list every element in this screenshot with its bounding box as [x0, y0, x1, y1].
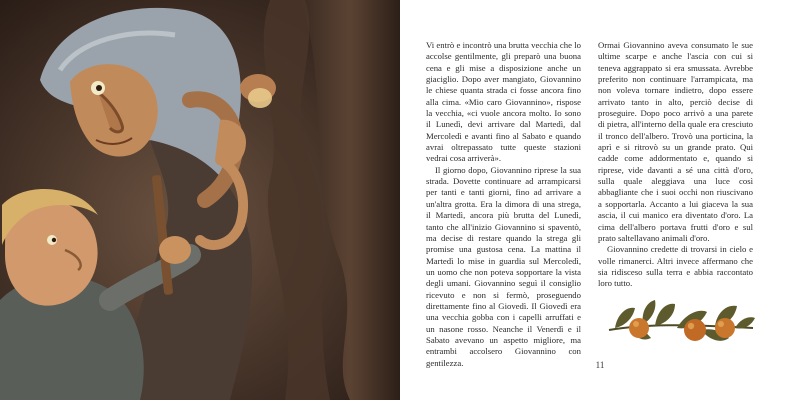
boy-hand: [159, 236, 191, 264]
text-column-left: [426, 40, 581, 369]
paragraph: Giovannino credette di trovarsi in cielo e volle rimanerci. Altri invece affermano che sia ridisceso sulla terra e abbia raccontato loro tutto.: [598, 244, 753, 289]
fruit-branch-icon: [605, 284, 757, 348]
text-column-right: [598, 40, 753, 290]
lamp-glow: [248, 88, 272, 108]
paragraph: Il giorno dopo, Giovannino riprese la sua strada. Dovette continuare ad arrampicarsi per tanti e tanti giorni, fino ad arrivare a un'altra grotta. Era la dimora di una strega, il Martedì, ancora più brutta del Lunedì, tanto che all'inizio Giovannino si spaventò, ma decise di restare quando la strega gli promise una gustosa cena. La mattina il Martedì lo mise in guardia sul Mercoledì, un uomo che non poteva sopportare la vista degli umani. Giovannino seguì il consiglio ricevuto e non si fermò, proseguendo direttamente fino al Giovedì. Il Giovedì era una vecchia gobba con i capelli arruffati e un nasone rosso. Neanche il Venerdì e il Sabato avevano un aspetto migliore, ma entrambi accolsero Giovannino con gentilezza.: [426, 164, 581, 368]
paragraph: Ormai Giovannino aveva consumato le sue ultime scarpe e anche l'ascia con cui si teneva aggrappato si era smussata. Avrebbe preferito non continuare l'arrampicata, ma non voleva tornare indietro, dopo essere arrivato tanto in alto, perciò decise di proseguire. Dopo poco arrivò a una parete di pietra, all'interno della quale era cresciuto il tronco dell'albero. Trovò una porticina, la aprì e si ritrovò su un grande prato. Qui cadde come addormentato e, quando si riprese, vide davanti a sé una città d'oro, sulla quale aleggiava una luce così abbagliante che i suoi occhi non riuscivano a sopportarla. Accanto a lui giaceva la sua ascia, il cui manico era diventato d'oro. La cima dell'albero portava frutti d'oro e sul prato saltellavano animali d'oro.: [598, 40, 753, 243]
text-page: [400, 0, 800, 400]
boy-pupil: [52, 238, 56, 242]
paragraph: Vi entrò e incontrò una brutta vecchia che lo accolse gentilmente, gli preparò una buona cena e gli mise a disposizione anche un giaciglio. Dopo aver mangiato, Giovannino le chiese quanta strada ci fosse ancora fino alla cima. «Mio caro Giovannino», rispose la vecchia, «ci vuole ancora molto. Io sono il Lunedì, devi arrivare dal Martedì, dal Mercoledì e avanti fino al Sabato e quando avrai oltrepassato tutte queste stazioni vedrai cosa arriverà».: [426, 40, 581, 164]
page-number: 11: [595, 360, 605, 370]
witch-pupil: [96, 85, 102, 91]
